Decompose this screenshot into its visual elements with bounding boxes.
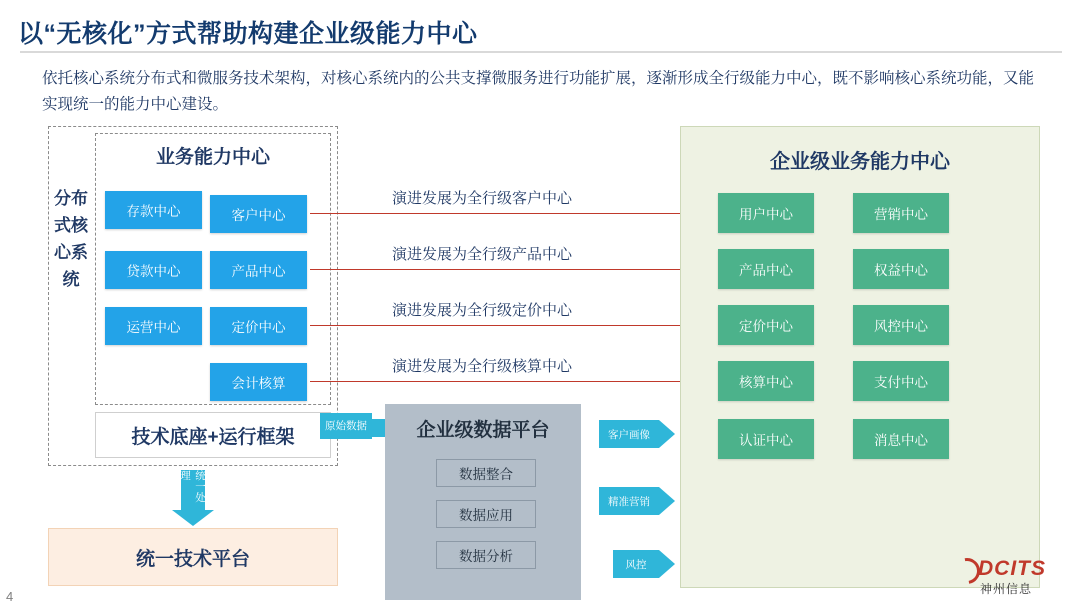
output-arrow-customer-profile	[599, 420, 677, 448]
evolve-label-customer: 演进发展为全行级客户中心	[392, 190, 573, 207]
down-arrow-head	[172, 510, 214, 526]
ent-chip-pricing[interactable]: 定价中心	[718, 305, 814, 345]
output-arrow-label-2: 精准营销	[608, 495, 650, 508]
enterprise-business-capability-title: 企业级业务能力中心	[770, 151, 950, 173]
core-chip-deposit[interactable]: 存款中心	[105, 191, 202, 229]
ent-chip-riskcontrol[interactable]: 风控中心	[853, 305, 949, 345]
core-chip-loan[interactable]: 贷款中心	[105, 251, 202, 289]
ent-chip-auth[interactable]: 认证中心	[718, 419, 814, 459]
output-arrow-label-1: 客户画像	[608, 428, 650, 441]
ent-chip-user[interactable]: 用户中心	[718, 193, 814, 233]
data-platform-item-analysis[interactable]: 数据分析	[436, 541, 536, 569]
page-number: 4	[6, 589, 14, 604]
output-arrow-head-1	[659, 420, 675, 448]
page-title: 以“无核化”方式帮助构建企业级能力中心	[18, 20, 478, 48]
capability-chip-accounting[interactable]: 会计核算	[210, 363, 307, 401]
process-down-arrow-label: 统一处理	[179, 470, 206, 503]
output-arrow-risk-control	[613, 550, 679, 578]
tech-base-bar: 技术底座+运行框架	[95, 412, 331, 458]
enterprise-data-platform-title: 企业级数据平台	[416, 420, 550, 441]
intro-paragraph: 依托核心系统分布式和微服务技术架构，对核心系统内的公共支撑微服务进行功能扩展，逐渐形成全行级能力中心，既不影响核心系统功能，又能实现统一的能力中心建设。	[42, 70, 1035, 113]
business-capability-center-title: 业务能力中心	[155, 147, 270, 168]
output-arrow-head-3	[659, 550, 675, 578]
raw-data-tag: 原始数据	[320, 413, 372, 439]
ent-chip-accounting[interactable]: 核算中心	[718, 361, 814, 401]
evolve-line-customer	[310, 213, 718, 214]
output-arrow-label-3: 风控	[625, 558, 647, 571]
title-divider	[20, 51, 1062, 53]
data-platform-item-application[interactable]: 数据应用	[436, 500, 536, 528]
evolve-label-pricing: 演进发展为全行级定价中心	[392, 302, 573, 319]
evolve-line-accounting	[310, 381, 718, 382]
ent-chip-product[interactable]: 产品中心	[718, 249, 814, 289]
capability-chip-customer[interactable]: 客户中心	[210, 195, 307, 233]
evolve-line-pricing	[310, 325, 718, 326]
distributed-core-system-label: 分布式核心系统	[54, 189, 88, 289]
evolve-line-product	[310, 269, 718, 270]
evolve-label-product: 演进发展为全行级产品中心	[392, 246, 573, 263]
core-chip-operation[interactable]: 运营中心	[105, 307, 202, 345]
evolve-label-accounting: 演进发展为全行级核算中心	[392, 358, 573, 375]
ent-chip-marketing[interactable]: 营销中心	[853, 193, 949, 233]
data-platform-item-integration[interactable]: 数据整合	[436, 459, 536, 487]
logo-main-text: DCITS	[978, 557, 1046, 580]
output-arrow-head-2	[659, 487, 675, 515]
company-logo	[954, 556, 1066, 598]
ent-chip-message[interactable]: 消息中心	[853, 419, 949, 459]
logo-sub-text: 神州信息	[980, 582, 1033, 596]
unified-tech-platform: 统一技术平台	[48, 528, 338, 586]
capability-chip-product[interactable]: 产品中心	[210, 251, 307, 289]
capability-chip-pricing[interactable]: 定价中心	[210, 307, 307, 345]
ent-chip-payment[interactable]: 支付中心	[853, 361, 949, 401]
output-arrow-precision-marketing	[599, 487, 677, 515]
process-down-arrow	[172, 470, 214, 526]
ent-chip-rights[interactable]: 权益中心	[853, 249, 949, 289]
